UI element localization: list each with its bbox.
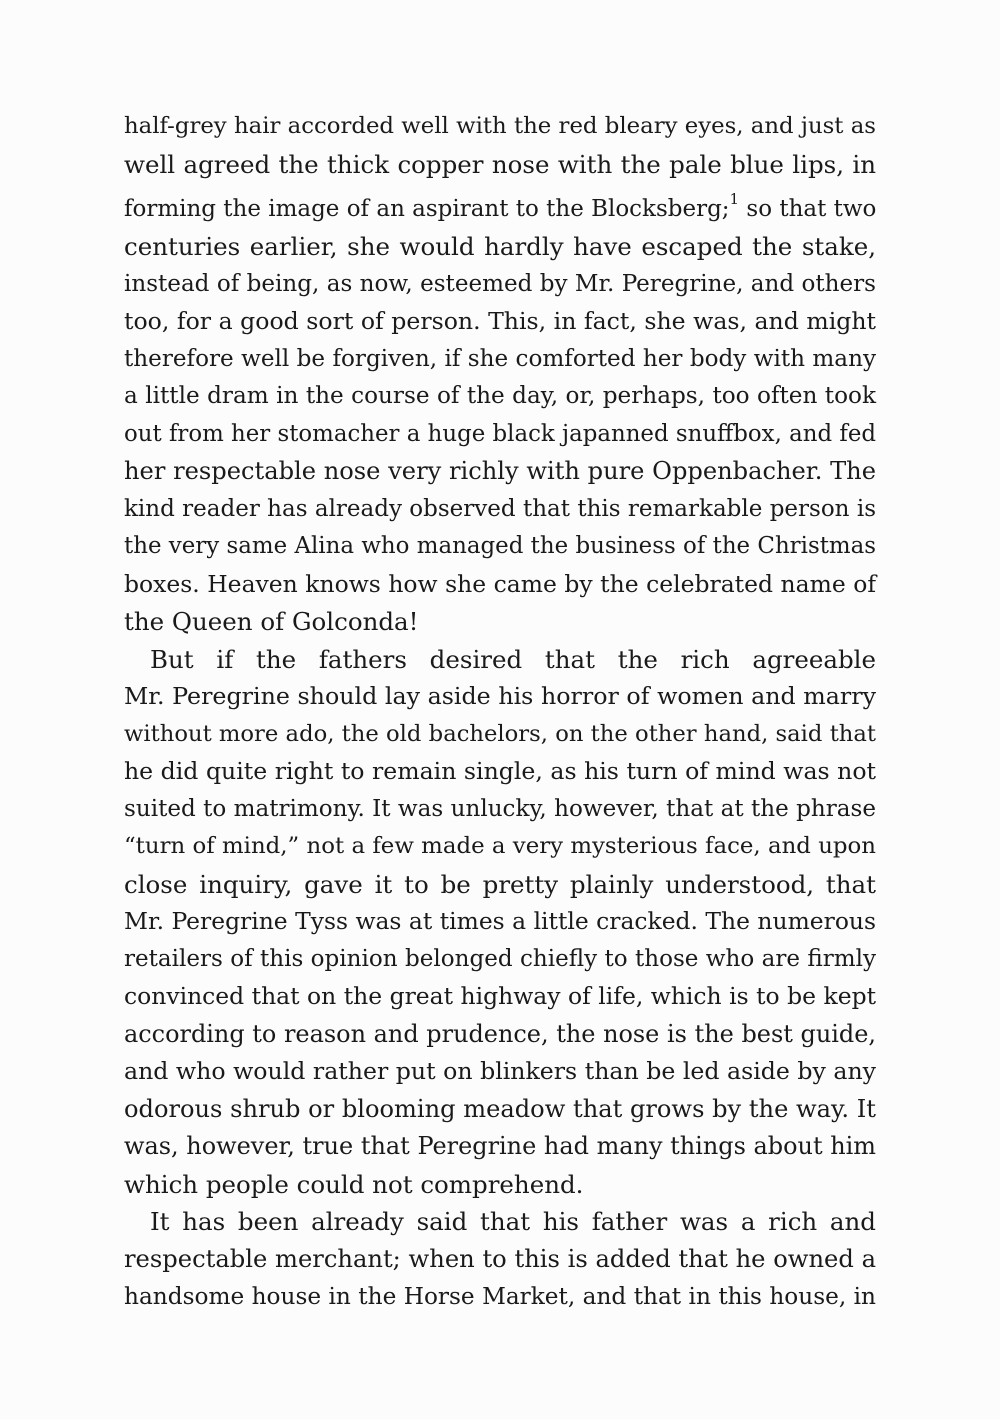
footnote-marker[interactable]: 1 — [729, 190, 740, 208]
text-line: was, however, true that Peregrine had many things about him — [124, 1132, 876, 1160]
paragraph-turn-of-mind — [124, 641, 876, 1204]
text-line: centuries earlier, she would hardly have escaped the stake, — [124, 232, 876, 261]
text-line: a little dram in the course of the day, or, perhaps, too often took — [124, 383, 876, 409]
page-body-text — [124, 108, 876, 1316]
text-segment: so that two — [739, 196, 877, 222]
text-line: boxes. Heaven knows how she came by the celebrated name of — [124, 569, 876, 598]
text-line: the very same Alina who managed the business of the Christmas — [124, 533, 876, 559]
text-line: Mr. Peregrine Tyss was at times a little cracked. The numerous — [124, 907, 876, 935]
text-line: convinced that on the great highway of life, which is to be kept — [124, 982, 876, 1010]
text-line: without more ado, the old bachelors, on the other hand, said that — [124, 720, 876, 747]
text-line-with-footnote — [124, 183, 876, 228]
text-line: therefore well be forgiven, if she comforted her body with many — [124, 345, 876, 372]
text-line: odorous shrub or blooming meadow that grows by the way. It — [124, 1094, 876, 1123]
text-line: respectable merchant; when to this is added that he owned a — [124, 1244, 876, 1273]
text-line: retailers of this opinion belonged chiefly to those who are firmly — [124, 945, 876, 972]
text-line: half-grey hair accorded well with the red bleary eyes, and just as — [124, 113, 876, 139]
text-line: well agreed the thick copper nose with the pale blue lips, in — [124, 149, 876, 179]
text-line: instead of being, as now, esteemed by Mr. Peregrine, and others — [124, 270, 876, 297]
paragraph-father-merchant — [124, 1203, 876, 1316]
paragraph-alina-description — [124, 108, 876, 641]
text-line: It has been already said that his father was a rich and — [150, 1207, 876, 1236]
text-line: handsome house in the Horse Market, and that in this house, in — [124, 1283, 876, 1310]
text-line: too, for a good sort of person. This, in fact, she was, and might — [124, 307, 876, 335]
text-line: close inquiry, gave it to be pretty plainly understood, that — [124, 869, 876, 899]
text-line: “turn of mind,” not a few made a very mysterious face, and upon — [124, 833, 876, 859]
text-line: according to reason and prudence, the nose is the best guide, — [124, 1019, 876, 1048]
text-line: out from her stomacher a huge black japanned snuffbox, and fed — [124, 420, 876, 447]
text-line: the Queen of Golconda! — [124, 607, 419, 636]
text-line: But if the fathers desired that the rich agreeable — [150, 644, 876, 674]
text-line: and who would rather put on blinkers than be led aside by any — [124, 1057, 876, 1085]
text-line: her respectable nose very richly with pure Oppenbacher. The — [124, 457, 876, 485]
text-line: suited to matrimony. It was unlucky, however, that at the phrase — [124, 795, 876, 822]
text-segment: forming the image of an aspirant to the Blocksberg; — [124, 196, 730, 222]
text-line: kind reader has already observed that this remarkable person is — [124, 495, 876, 522]
text-line: Mr. Peregrine should lay aside his horror of women and marry — [124, 682, 876, 710]
text-line: which people could not comprehend. — [124, 1169, 584, 1199]
text-line: he did quite right to remain single, as his turn of mind was not — [124, 757, 876, 785]
